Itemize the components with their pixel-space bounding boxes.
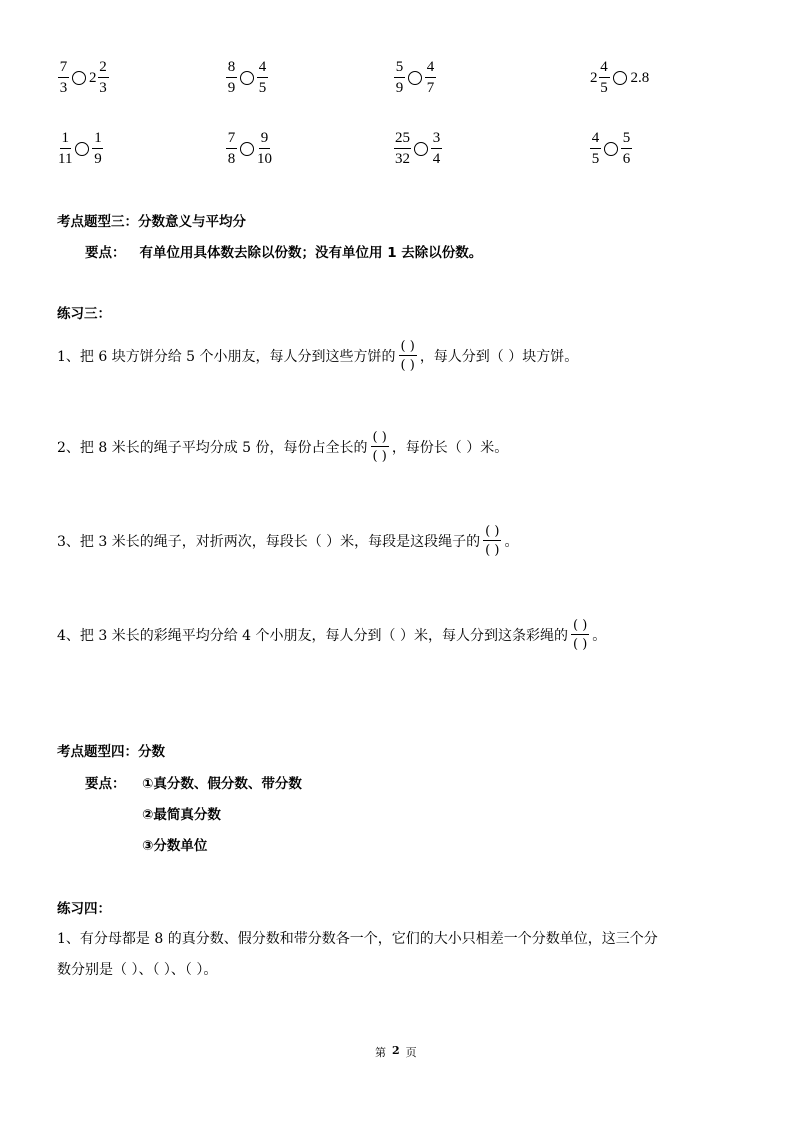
comparison-2-1 — [58, 131, 103, 167]
compare-circle[interactable] — [240, 71, 254, 85]
section4-key-label: 要点： — [85, 776, 126, 792]
question-4-1-line2: 数分别是（ ）、（ ）、（ ）。 — [57, 962, 218, 978]
fraction: $\frac{1}{11}$ — [58, 130, 73, 167]
comparison-1-3 — [394, 60, 436, 96]
answer-fraction-blank[interactable]: $\frac{( )}{( )}$ — [485, 524, 500, 558]
compare-circle[interactable] — [604, 142, 618, 156]
fraction: $\frac{7}{3}$ — [59, 59, 68, 96]
key-label: 要点： — [85, 245, 126, 261]
fraction: $\frac{25}{32}$ — [395, 130, 410, 167]
fraction: $\frac{4}{7}$ — [426, 59, 435, 96]
fraction: $\frac{5}{9}$ — [395, 59, 404, 96]
fraction: $\frac{3}{4}$ — [432, 130, 441, 167]
compare-circle[interactable] — [414, 142, 428, 156]
question-3-3: 3、把 3 米长的绳子，对折两次，每段长（ ）米，每段是这段绳子的 $\frac{( )}{( )}$ 。 — [57, 524, 519, 558]
compare-circle[interactable] — [75, 142, 89, 156]
comparison-2-4 — [590, 131, 632, 167]
practice3-title: 练习三： — [57, 306, 111, 322]
answer-fraction-blank[interactable]: $\frac{( )}{( )}$ — [372, 430, 387, 464]
section4-point-3: ③分数单位 — [142, 838, 208, 854]
fraction: $\frac{7}{8}$ — [227, 130, 236, 167]
section4-point-1: ①真分数、假分数、带分数 — [142, 776, 302, 792]
question-4-1-line1: 1、有分母都是 8 的真分数、假分数和带分数各一个，它们的大小只相差一个分数单位，这三个分 — [57, 931, 658, 947]
question-3-1: 1、把 6 块方饼分给 5 个小朋友，每人分到这些方饼的 $\frac{( )}{( )}$ ，每人分到（ ）块方饼。 — [57, 339, 579, 373]
fraction: $\frac{2}{3}$ — [99, 59, 107, 96]
comparison-2-2 — [226, 131, 272, 167]
fraction: $\frac{9}{10}$ — [257, 130, 272, 167]
page-number: 第 2 页 — [375, 1044, 417, 1059]
section3-title: 考点题型三：分数意义与平均分 — [57, 214, 246, 230]
question-3-2: 2、把 8 米长的绳子平均分成 5 份，每份占全长的 $\frac{( )}{( )}$ ，每份长（ ）米。 — [57, 430, 509, 464]
comparison-1-2 — [226, 60, 268, 96]
section3-key-point — [85, 241, 482, 261]
compare-circle[interactable] — [408, 71, 422, 85]
fraction: $\frac{8}{9}$ — [227, 59, 236, 96]
fraction: $\frac{4}{5}$ — [600, 59, 608, 96]
compare-circle[interactable] — [240, 142, 254, 156]
compare-circle[interactable] — [72, 71, 86, 85]
comparison-1-1: $\frac{7}{3}$ 2 $\frac{2}{3}$ — [59, 59, 107, 96]
section4-title: 考点题型四：分数 — [57, 744, 165, 760]
answer-fraction-blank[interactable]: $\frac{( )}{( )}$ — [572, 618, 588, 652]
fraction: $\frac{1}{9}$ — [94, 130, 102, 167]
comparison-1-4: 2 $\frac{4}{5}$ 2.8 — [590, 59, 650, 96]
fraction: $\frac{4}{5}$ — [258, 59, 267, 96]
answer-fraction-blank[interactable]: $\frac{( )}{( )}$ — [400, 339, 415, 373]
fraction: $\frac{5}{6}$ — [622, 130, 631, 167]
compare-circle[interactable] — [613, 71, 627, 85]
section4-point-2: ②最简真分数 — [142, 807, 221, 823]
question-3-4: 4、把 3 米长的彩绳平均分给 4 个小朋友，每人分到（ ）米，每人分到这条彩绳的 $\frac{( )}{( )}$ 。 — [57, 618, 607, 652]
practice4-title: 练习四： — [57, 901, 111, 917]
fraction: $\frac{4}{5}$ — [591, 130, 600, 167]
key-text: 有单位用具体数去除以份数；没有单位用 1 去除以份数。 — [139, 245, 483, 261]
comparison-2-3 — [394, 131, 442, 167]
